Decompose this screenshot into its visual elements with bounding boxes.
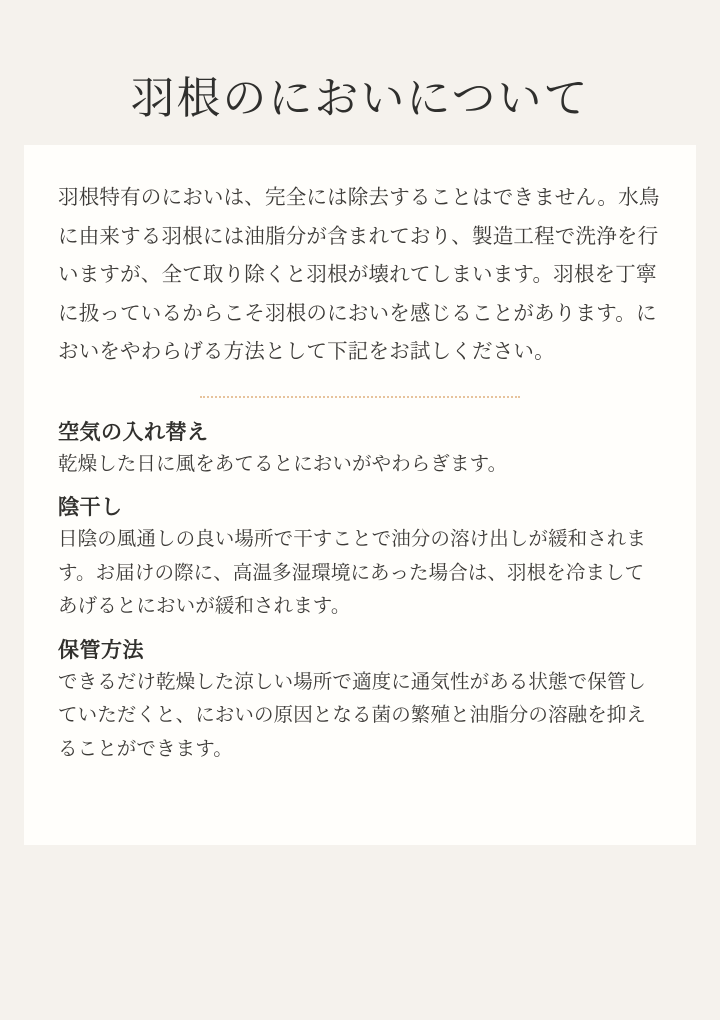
dotted-divider: [200, 394, 520, 398]
section-heading: 保管方法: [58, 638, 144, 662]
section-storage-method: [58, 634, 662, 767]
section-body: 日陰の風通しの良い場所で干すことで油分の溶け出しが緩和されます。お届けの際に、高温多湿環境にあった場合は、羽根を冷ましてあげるとにおいが緩和されます。: [58, 528, 647, 618]
section-body: 乾燥した日に風をあてるとにおいがやわらぎます。: [58, 452, 508, 475]
footer-spacer: [0, 845, 720, 1020]
section-air-exchange: [58, 416, 662, 482]
section-body: できるだけ乾燥した涼しい場所で適度に通気性がある状態で保管していただくと、においの原因となる菌の繁殖と油脂分の溶融を抑えることができます。: [58, 670, 647, 760]
content-card: [24, 145, 696, 845]
page-title: 羽根のにおいについて: [130, 74, 590, 123]
section-heading: 陰干し: [58, 496, 123, 520]
section-shade-drying: [58, 491, 662, 624]
intro-paragraph: 羽根特有のにおいは、完全には除去することはできません。水鳥に由来する羽根には油脂分が含まれており、製造工程で洗浄を行いますが、全て取り除くと羽根が壊れてしまいます。羽根を丁寧に扱っているからこそ羽根のにおいを感じることがあります。においをやわらげる方法として下記をお試しください。: [58, 186, 660, 364]
section-heading: 空気の入れ替え: [58, 420, 209, 444]
